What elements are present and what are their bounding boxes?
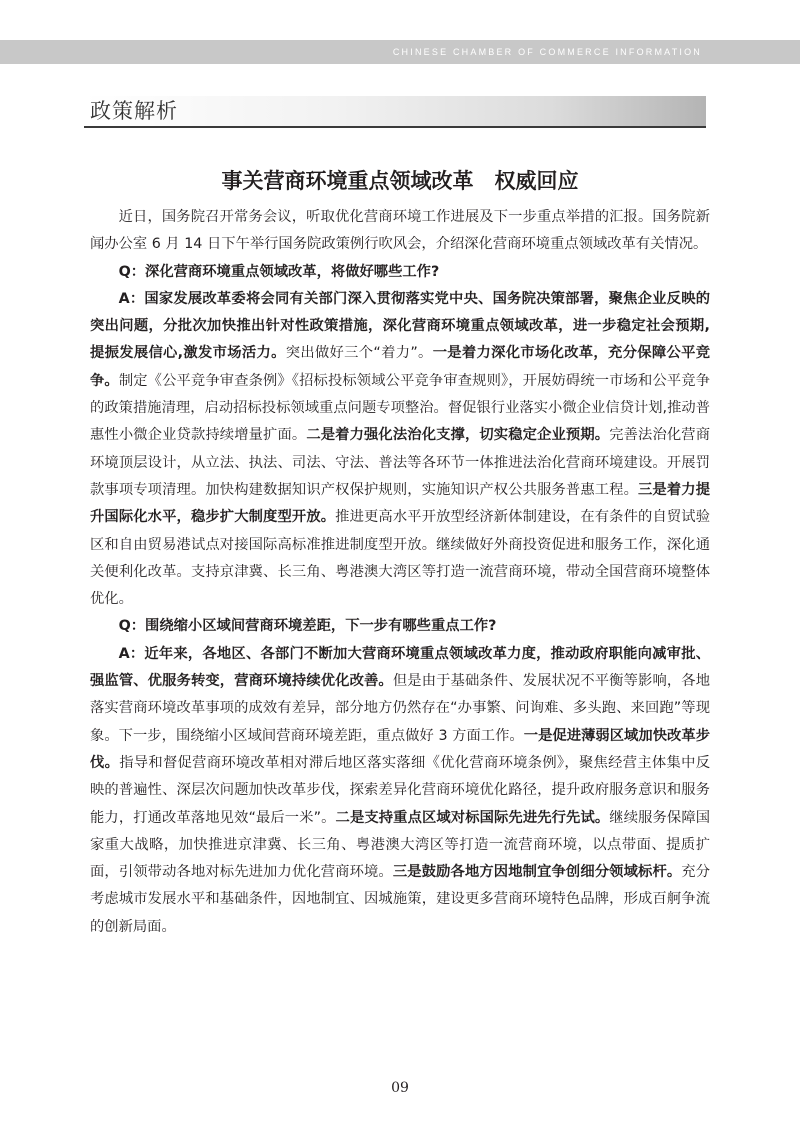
article-paragraph bbox=[90, 259, 710, 286]
text-run: 继续服务保障国家重大战略，加快推进京津冀、长三角、粤港澳大湾区等打造一流营商环境，以点带面、提质扩面，引领带动各地对标先进加力优化营商环境。 bbox=[90, 809, 711, 881]
bold-text-run: A：近年来，各地区、各部门不断加大营商环境重点领域改革力度，推动政府职能向减审批、强监管、优服务转变，营商环境持续优化改善。 bbox=[90, 645, 710, 690]
text-run: 推进更高水平开放型经济新体制建设，在有条件的自贸试验区和自由贸易港试点对接国际高标准推进制度型开放。继续做好外商投资促进和服务工作，深化通关便利化改革。支持京津冀、长三角、粤港澳大湾区等打造一流营商环境，带动全国营商环境整体优化。 bbox=[90, 509, 711, 608]
text-run: 但是由于基础条件、发展状况不平衡等影响，各地落实营商环境改革事项的成效有差异，部分地方仍然存在“办事繁、问询难、多头跑、来回跑”等现象。下一步，围绕缩小区域间营商环境差距，重点做好 3 方面工作。 bbox=[90, 673, 711, 744]
bold-text-run: 三是鼓励各地方因地制宜争创细分领域标杆。 bbox=[392, 864, 682, 881]
section-title: 政策解析 bbox=[90, 99, 178, 123]
bold-text-run: 一是促进薄弱区域加快改革步伐。 bbox=[90, 727, 710, 771]
text-run: 指导和督促营商环境改革相对滞后地区落实落细《优化营商环境条例》，聚焦经营主体集中反映的普遍性、深层次问题加快改革步伐，探索差异化营商环境优化路径，提升政府服务意识和服务能力，打通改革落地见效“最后一米”。 bbox=[90, 754, 710, 826]
article-paragraph bbox=[90, 286, 710, 614]
bold-text-run: 二是着力强化法治化支撑，切实稳定企业预期。 bbox=[306, 427, 610, 444]
bold-text-run: Q：围绕缩小区域间营商环境差距，下一步有哪些重点工作? bbox=[118, 618, 497, 635]
bold-text-run: A：国家发展改革委将会同有关部门深入贯彻落实党中央、国务院决策部署，聚焦企业反映的突出问题，分批次加快推出针对性政策措施，深化营商环境重点领域改革，进一步稳定社会预期,提振发展信心,激发市场活力。 bbox=[90, 290, 710, 362]
bold-text-run: 二是支持重点区域对标国际先进先行先试。 bbox=[335, 809, 610, 826]
article-body bbox=[90, 204, 710, 941]
section-divider bbox=[84, 126, 706, 128]
bold-text-run: Q：深化营商环境重点领域改革，将做好哪些工作? bbox=[118, 263, 440, 280]
page-number: 09 bbox=[391, 1080, 409, 1096]
article-paragraph bbox=[90, 641, 710, 941]
text-run: 近日，国务院召开常务会议，听取优化营商环境工作进展及下一步重点举措的汇报。国务院新闻办公室 6 月 14 日下午举行国务院政策例行吹风会，介绍深化营商环境重点领域改革有关情况。 bbox=[90, 209, 710, 253]
text-run: 完善法治化营商环境顶层设计，从立法、执法、司法、守法、普法等各环节一体推进法治化营商环境建设。开展罚款事项专项清理。加快构建数据知识产权保护规则，实施知识产权公共服务普惠工程。 bbox=[90, 427, 711, 498]
article-paragraph bbox=[90, 613, 710, 640]
text-run: 充分考虑城市发展水平和基础条件，因地制宜、因城施策，建设更多营商环境特色品牌，形成百舸争流的创新局面。 bbox=[90, 864, 711, 935]
text-run: 突出做好三个“着力”。 bbox=[285, 345, 433, 362]
header-band bbox=[0, 40, 800, 64]
bold-text-run: 一是着力深化市场化改革，充分保障公平竞争。 bbox=[90, 345, 711, 389]
article-title: 事关营商环境重点领域改革 权威回应 bbox=[221, 169, 579, 193]
text-run: 制定《公平竞争审查条例》《招标投标领域公平竞争审查规则》，开展妨碍统一市场和公平竞争的政策措施清理，启动招标投标领域重点问题专项整治。督促银行业落实小微企业信贷计划,推动普惠性小微企业贷款持续增量扩面。 bbox=[90, 372, 710, 444]
bold-text-run: 三是着力提升国际化水平，稳步扩大制度型开放。 bbox=[90, 481, 710, 526]
article-paragraph bbox=[90, 204, 710, 259]
publication-name: CHINESE CHAMBER OF COMMERCE INFORMATION bbox=[392, 47, 702, 57]
